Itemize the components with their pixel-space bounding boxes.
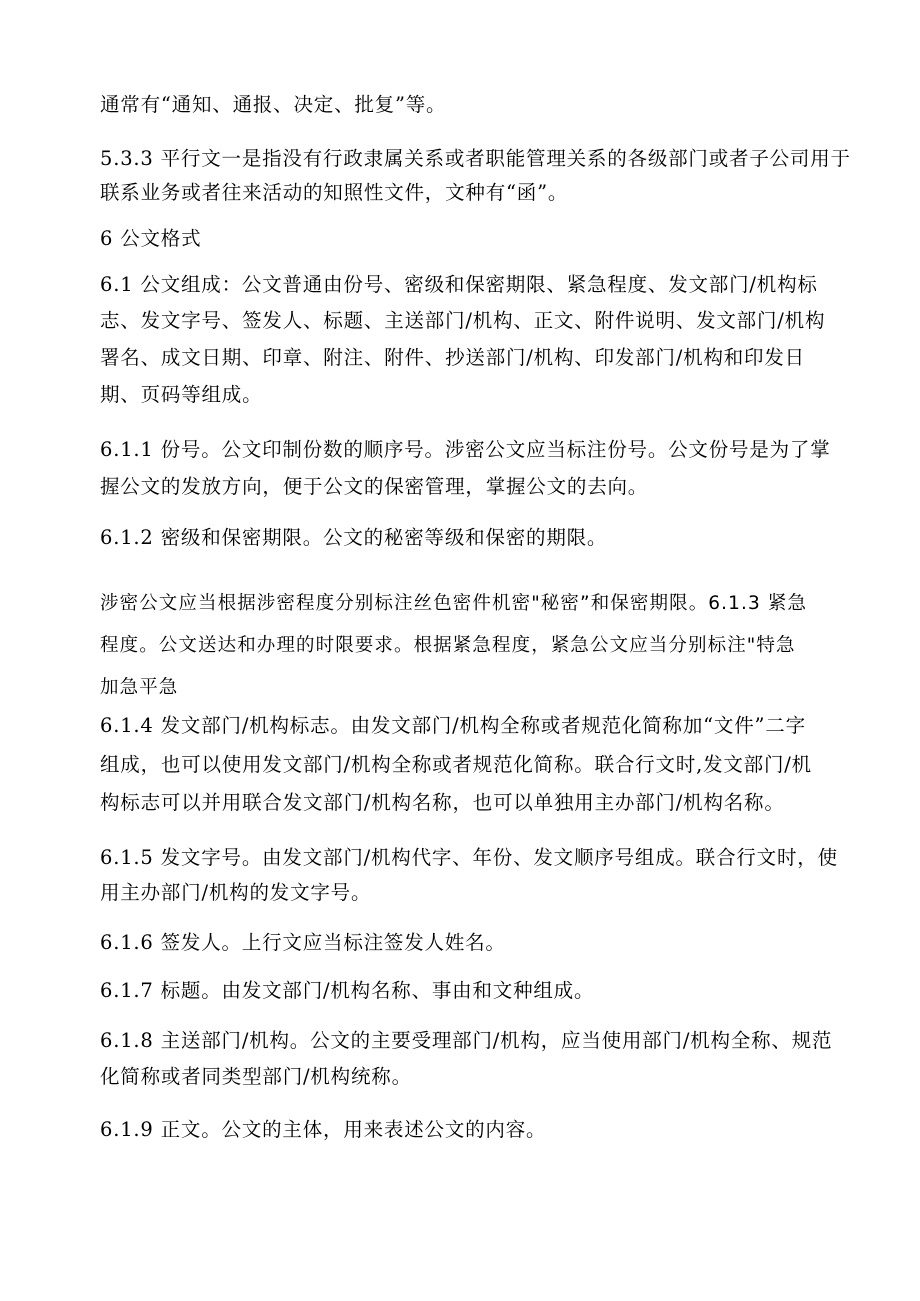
text-line: 涉密公文应当根据涉密程度分别标注丝色密件机密"秘密”和保密期限。6.1.3 紧急 <box>100 593 808 614</box>
text-line: 期、页码等组成。 <box>100 383 263 406</box>
text-line: 6.1.9 正文。公文的主体，用来表述公文的内容。 <box>100 1118 547 1141</box>
text-line: 握公文的发放方向，便于公文的保密管理，掌握公文的去向。 <box>100 475 649 498</box>
text-line: 通常有“通知、通报、决定、批复”等。 <box>100 93 447 116</box>
text-line: 用主办部门/机构的发文字号。 <box>100 881 372 904</box>
text-line: 志、发文字号、签发人、标题、主送部门/机构、正文、附件说明、发文部门/机构 <box>100 309 826 332</box>
text-line: 6.1.8 主送部门/机构。公文的主要受理部门/机构，应当使用部门/机构全称、规范 <box>100 1029 833 1052</box>
text-line: 6.1.4 发文部门/机构标志。由发文部门/机构全称或者规范化简称加“文件”二字 <box>100 714 806 737</box>
text-line: 6.1.1 份号。公文印制份数的顺序号。涉密公文应当标注份号。公文份号是为了掌 <box>100 438 831 461</box>
text-line: 组成，也可以使用发文部门/机构全称或者规范化简称。联合行文时,发文部门/机 <box>100 753 812 776</box>
text-line: 6.1.5 发文字号。由发文部门/机构代字、年份、发文顺序号组成。联合行文时，使 <box>100 846 838 869</box>
text-line: 6.1 公文组成：公文普通由份号、密级和保密期限、紧急程度、发文部门/机构标 <box>100 273 818 296</box>
text-line: 程度。公文送达和办理的时限要求。根据紧急程度，紧急公文应当分别标注"特急 <box>100 635 796 656</box>
text-line: 6.1.7 标题。由发文部门/机构名称、事由和文种组成。 <box>100 979 595 1002</box>
text-line: 5.3.3 平行文一是指没有行政隶属关系或者职能管理关系的各级部门或者子公司用于 <box>100 147 851 170</box>
text-line: 化简称或者同类型部门/机构统称。 <box>100 1065 412 1088</box>
text-line: 6.1.6 签发人。上行文应当标注签发人姓名。 <box>100 931 506 954</box>
text-line: 署名、成文日期、印章、附注、附件、抄送部门/机构、印发部门/机构和印发日 <box>100 346 805 369</box>
text-line: 构标志可以并用联合发文部门/机构名称，也可以单独用主办部门/机构名称。 <box>100 791 785 814</box>
section-heading: 6 公文格式 <box>100 227 202 250</box>
text-line: 联系业务或者往来活动的知照性文件，文种有“函”。 <box>100 181 569 204</box>
text-line: 加急平急 <box>100 677 179 698</box>
text-line: 6.1.2 密级和保密期限。公文的秘密等级和保密的期限。 <box>100 526 608 549</box>
